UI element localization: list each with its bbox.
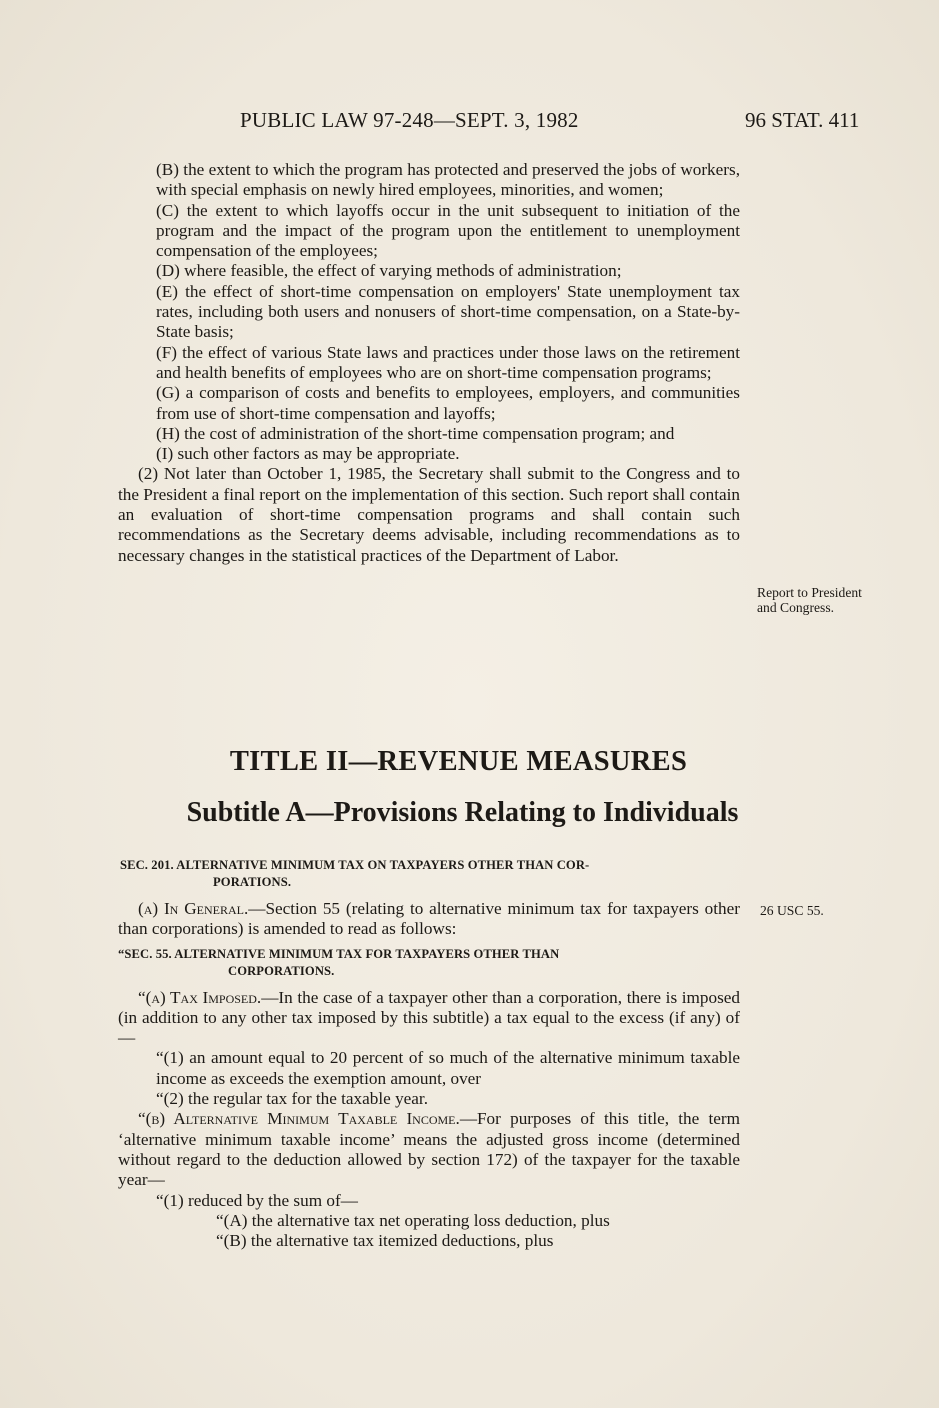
- sub-item-b: “(B) the alternative tax itemized deductions, plus: [216, 1231, 554, 1251]
- item-h: (H) the cost of administration of the short-time compensation program; and: [156, 423, 675, 443]
- tax-imposed-text: —In the case of a taxpayer other than a corporation, there is imposed (in addition to any other tax imposed by this subtitle) a tax equal to the excess (if any) of—: [118, 987, 740, 1048]
- subtitle-heading: Subtitle A—Provisions Relating to Individuals: [186, 797, 739, 828]
- item-g: (G) a comparison of costs and benefits to employees, employers, and communities from use of short-time compensation and layoffs;: [156, 383, 740, 423]
- sub-item-a: “(A) the alternative tax net operating loss deduction, plus: [216, 1210, 610, 1230]
- tax-imposed-label: “(a) Tax Imposed.: [138, 987, 262, 1007]
- paragraph-2: (2) Not later than October 1, 1985, the Secretary shall submit to the Congress and to the President a final report on the implementation of this section. Such report shall contain an evaluation of short-time compensation programs and shall contain such recommendations as the Secretary deems advisable, including recommendations as to necessary changes in the statistical practices of the Department of Labor.: [118, 464, 740, 565]
- item-1: “(1) an amount equal to 20 percent of so much of the alternative minimum taxable income as exceeds the exemption amount, over: [156, 1048, 740, 1088]
- item-c: (C) the extent to which layoffs occur in the unit subsequent to initiation of the program and the impact of the program upon the entitlement to unemployment compensation of the employees;: [156, 200, 740, 261]
- amti-paragraph: [118, 1109, 740, 1190]
- item-2: “(2) the regular tax for the taxable year.: [156, 1089, 428, 1109]
- margin-note-usc: 26 USC 55.: [760, 903, 824, 918]
- item-e: (E) the effect of short-time compensation on employers' State unemployment tax rates, including both users and nonusers of short-time compensation, on a State-by-State basis;: [156, 281, 740, 342]
- item-f: (F) the effect of various State laws and practices under those laws on the retirement and health benefits of employees who are on short-time compensation programs;: [156, 342, 740, 382]
- margin-note-report: Report to President and Congress.: [757, 585, 862, 616]
- in-general-paragraph: [118, 899, 740, 940]
- amti-label: “(b) Alternative Minimum Taxable Income.: [138, 1109, 460, 1129]
- title-heading: TITLE II—REVENUE MEASURES: [229, 746, 688, 777]
- section-201-heading: SEC. 201. ALTERNATIVE MINIMUM TAX ON TAXPAYERS OTHER THAN COR- PORATIONS.: [120, 858, 590, 889]
- top-items-block: [118, 160, 740, 566]
- section-55-heading: “SEC. 55. ALTERNATIVE MINIMUM TAX FOR TAXPAYERS OTHER THAN CORPORATIONS.: [118, 946, 560, 978]
- item-d: (D) where feasible, the effect of varying methods of administration;: [156, 261, 622, 281]
- running-header-stat: 96 STAT. 411: [745, 108, 860, 132]
- section-201-block: [118, 857, 740, 1251]
- in-general-text: —Section 55 (relating to alternative minimum tax for taxpayers other than corporations) is amended to read as follows:: [118, 899, 740, 939]
- in-general-label: (a) In General.: [138, 899, 249, 918]
- running-header-law: PUBLIC LAW 97-248—SEPT. 3, 1982: [240, 108, 579, 132]
- reduced-by: “(1) reduced by the sum of—: [156, 1190, 358, 1210]
- item-i: (I) such other factors as may be appropriate.: [156, 444, 460, 464]
- item-b: (B) the extent to which the program has protected and preserved the jobs of workers, with special emphasis on newly hired employees, minorities, and women;: [156, 160, 740, 200]
- amti-text: —For purposes of this title, the term ‘alternative minimum taxable income’ means the adjusted gross income (determined without regard to the deduction allowed by section 172) of the taxpayer for the taxable year—: [118, 1109, 740, 1190]
- tax-imposed-paragraph: [118, 988, 740, 1049]
